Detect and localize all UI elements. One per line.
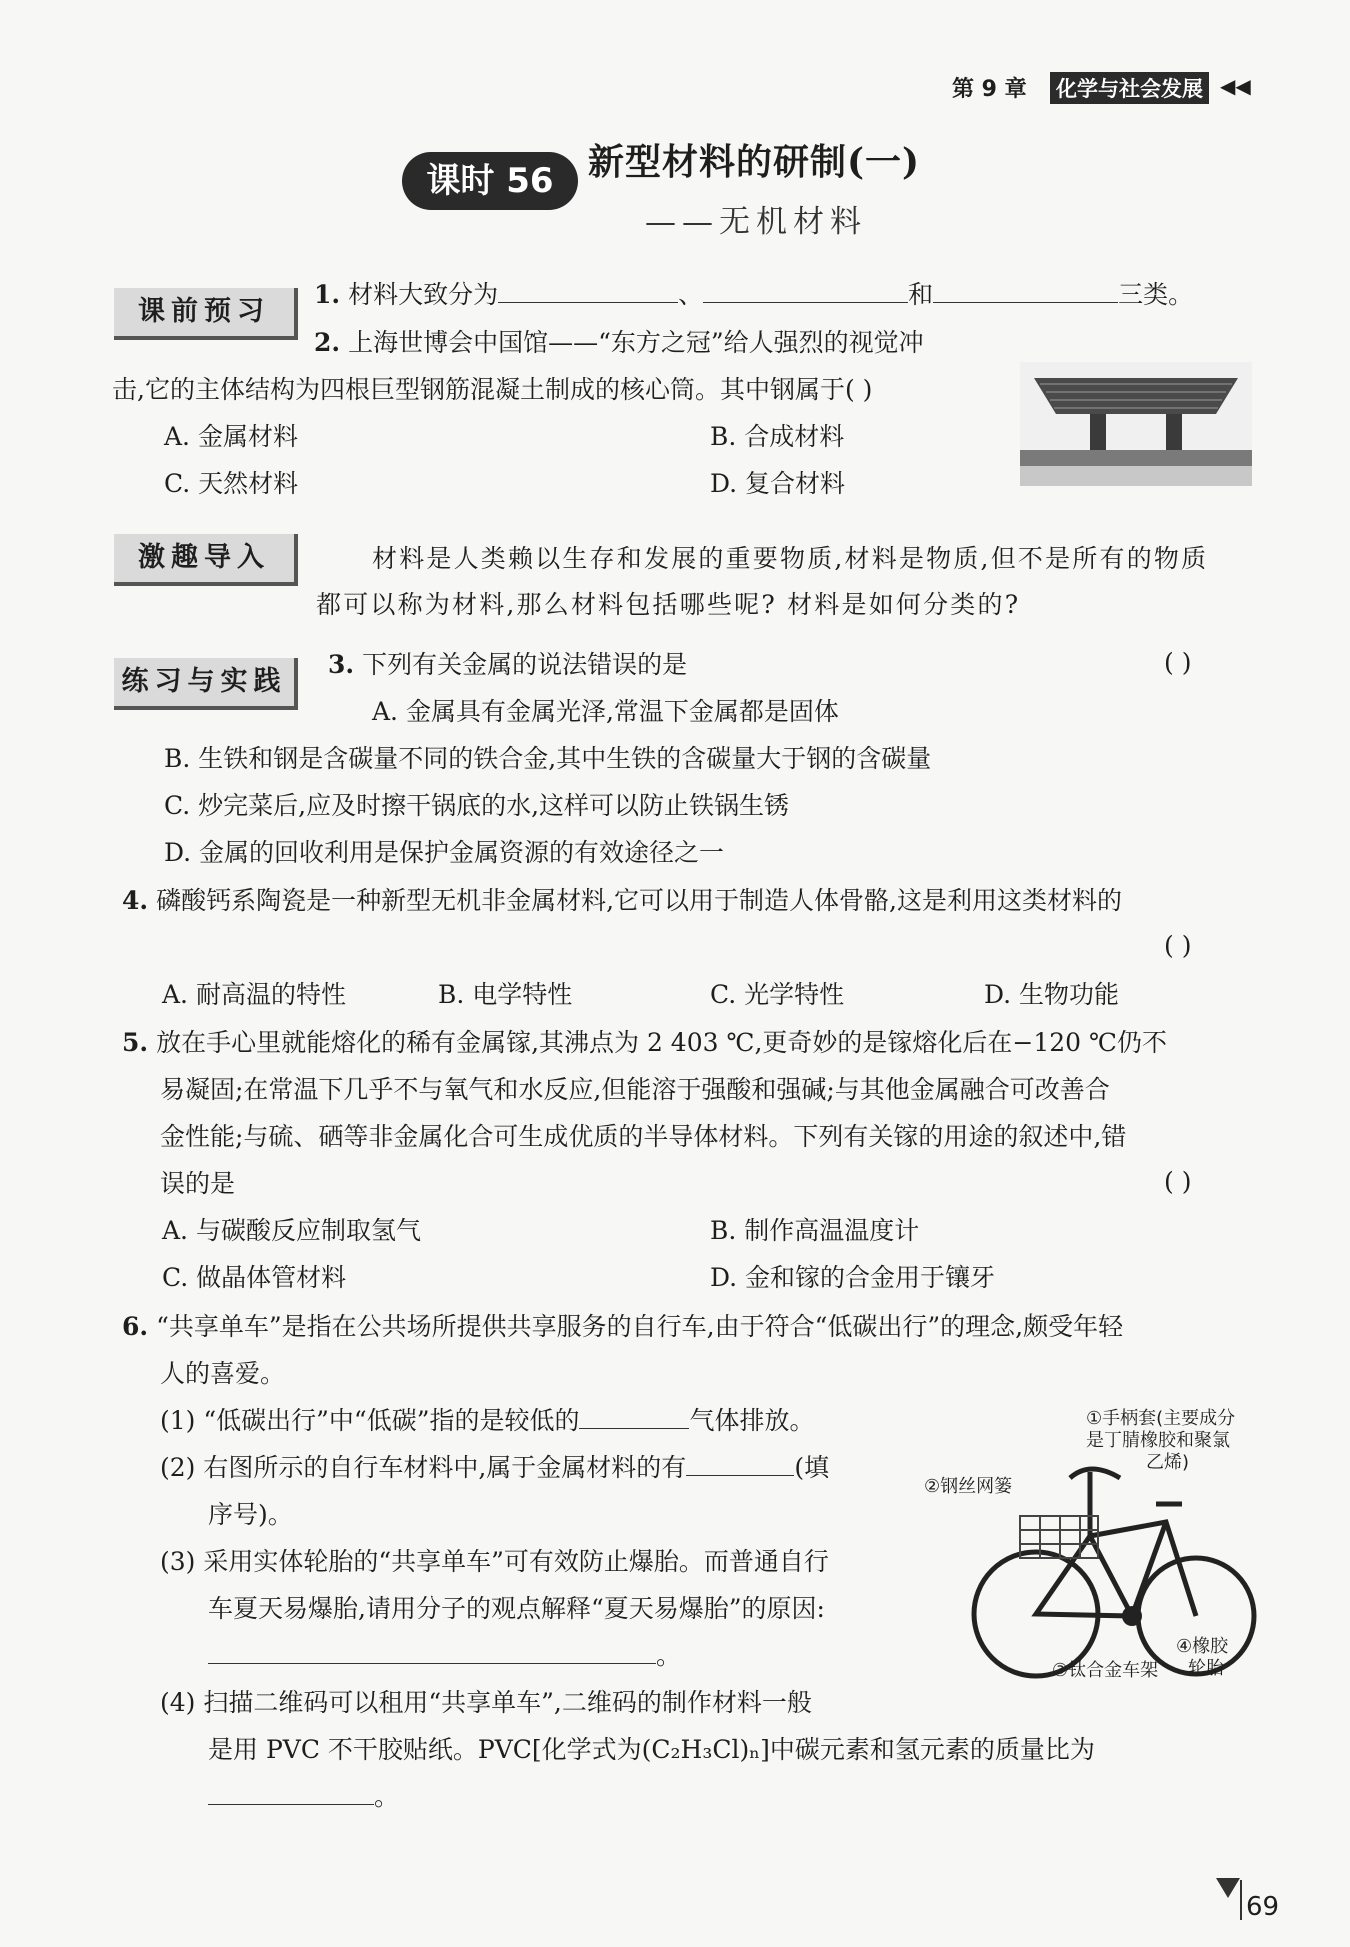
q6-part2-text: (2) 右图所示的自行车材料中,属于金属材料的有	[160, 1453, 687, 1482]
question-4	[122, 884, 1122, 918]
option-c: C. 炒完菜后,应及时擦干锅底的水,这样可以防止铁锅生锈	[164, 791, 790, 820]
question-2-line2	[112, 373, 872, 407]
q2-text: 上海世博会中国馆——“东方之冠”给人强烈的视觉冲	[348, 328, 924, 357]
china-pavilion-image	[1020, 362, 1252, 486]
answer-blank[interactable]	[208, 1639, 656, 1664]
double-arrow-left-icon: ◀◀	[1220, 74, 1251, 98]
question-2-line1	[314, 326, 924, 360]
bike-label-1-line3: 乙烯)	[1146, 1452, 1190, 1473]
lesson-badge: 课时 56	[402, 152, 578, 210]
option-a: A. 金属具有金属光泽,常温下金属都是固体	[372, 697, 839, 726]
q6-part4-line2: 是用 PVC 不干胶贴纸。PVC[化学式为(C₂H₃Cl)ₙ]中碳元素和氢元素的质量比为	[208, 1735, 1095, 1764]
q6-part1-text-end: 气体排放。	[689, 1406, 815, 1435]
q6-text: “共享单车”是指在公共场所提供共享服务的自行车,由于符合“低碳出行”的理念,颇受年轻	[156, 1312, 1124, 1341]
triangle-marker-icon	[1216, 1878, 1240, 1898]
lesson-subtitle: ——无机材料	[645, 204, 867, 240]
question-5-line4: 误的是	[160, 1169, 236, 1198]
chapter-number: 第 9 章	[952, 77, 1027, 102]
q1-text: 材料大致分为	[348, 280, 499, 309]
q1-separator: 、	[678, 280, 704, 309]
answer-blank[interactable]	[933, 278, 1118, 303]
section-preview: 课前预习	[114, 288, 298, 340]
question-3	[328, 648, 687, 682]
q1-separator: 和	[908, 280, 934, 309]
answer-blank[interactable]	[686, 1451, 794, 1476]
option-c: C. 光学特性	[710, 980, 845, 1009]
q6-part3-line3	[208, 1639, 681, 1673]
q6-part4-line3	[208, 1780, 399, 1814]
bike-label-1-line2: 是丁腈橡胶和聚氯	[1086, 1430, 1230, 1451]
question-number: 6.	[122, 1312, 149, 1341]
q6-part3-line1: (3) 采用实体轮胎的“共享单车”可有效防止爆胎。而普通自行	[160, 1547, 829, 1576]
q6-part3-end: 。	[656, 1641, 682, 1670]
q5-text: 放在手心里就能熔化的稀有金属镓,其沸点为 2 403 ℃,更奇妙的是镓熔化后在−120 ℃仍不	[156, 1028, 1167, 1057]
answer-parentheses[interactable]: ( )	[1164, 648, 1192, 677]
page-number: 69	[1246, 1892, 1280, 1922]
option-d: D. 复合材料	[710, 469, 846, 498]
question-number: 2.	[314, 328, 341, 357]
question-6-line1	[122, 1310, 1123, 1344]
q6-part2-text-end: (填	[794, 1453, 830, 1482]
answer-parentheses[interactable]: ( )	[844, 375, 873, 404]
answer-blank[interactable]	[498, 278, 678, 303]
option-b: B. 电学特性	[438, 980, 573, 1009]
section-intro: 激趣导入	[114, 534, 298, 586]
q2-text: 击,它的主体结构为四根巨型钢筋混凝土制成的核心筒。其中钢属于	[112, 375, 845, 404]
question-6-line2: 人的喜爱。	[160, 1359, 286, 1388]
question-1	[314, 278, 1193, 312]
bike-label-3: ③钛合金车架	[1052, 1660, 1159, 1681]
answer-blank[interactable]	[208, 1780, 374, 1805]
option-a: A. 与碳酸反应制取氢气	[162, 1216, 421, 1245]
question-number: 1.	[314, 280, 341, 309]
option-d: D. 生物功能	[984, 980, 1120, 1009]
question-5-line2: 易凝固;在常温下几乎不与氧气和水反应,但能溶于强酸和强碱;与其他金属融合可改善合	[160, 1075, 1110, 1104]
intro-line2: 都可以称为材料,那么材料包括哪些呢? 材料是如何分类的?	[316, 590, 1021, 619]
q6-part2-cont: 序号)。	[208, 1500, 293, 1529]
chapter-title: 化学与社会发展	[1050, 72, 1209, 104]
q1-text-end: 三类。	[1118, 280, 1194, 309]
question-number: 5.	[122, 1028, 149, 1057]
option-d: D. 金属的回收利用是保护金属资源的有效途径之一	[164, 838, 725, 867]
page-divider	[1240, 1880, 1242, 1920]
q6-part2	[160, 1451, 829, 1485]
bike-label-4	[1176, 1636, 1228, 1680]
option-b: B. 合成材料	[710, 422, 845, 451]
option-a: A. 耐高温的特性	[162, 980, 346, 1009]
question-number: 4.	[122, 886, 149, 915]
question-5-line3: 金性能;与硫、硒等非金属化合可生成优质的半导体材料。下列有关镓的用途的叙述中,错	[160, 1122, 1127, 1151]
question-5-line1	[122, 1026, 1167, 1060]
option-a: A. 金属材料	[164, 422, 298, 451]
option-c: C. 做晶体管材料	[162, 1263, 347, 1292]
answer-parentheses[interactable]: ( )	[1164, 1167, 1192, 1196]
intro-line1: 材料是人类赖以生存和发展的重要物质,材料是物质,但不是所有的物质	[372, 544, 1209, 573]
lesson-title: 新型材料的研制(一)	[588, 141, 921, 183]
bike-label-4-line1: ④橡胶	[1176, 1636, 1229, 1657]
answer-blank[interactable]	[579, 1404, 689, 1429]
q3-stem: 下列有关金属的说法错误的是	[362, 650, 688, 679]
question-number: 3.	[328, 650, 355, 679]
answer-blank[interactable]	[703, 278, 908, 303]
option-c: C. 天然材料	[164, 469, 299, 498]
q6-part4-line1: (4) 扫描二维码可以租用“共享单车”,二维码的制作材料一般	[160, 1688, 812, 1717]
section-practice: 练习与实践	[114, 658, 298, 710]
q4-stem: 磷酸钙系陶瓷是一种新型无机非金属材料,它可以用于制造人体骨骼,这是利用这类材料的	[156, 886, 1122, 915]
answer-parentheses[interactable]: ( )	[1164, 931, 1192, 960]
option-b: B. 生铁和钢是含碳量不同的铁合金,其中生铁的含碳量大于钢的含碳量	[164, 744, 932, 773]
option-d: D. 金和镓的合金用于镶牙	[710, 1263, 996, 1292]
q6-part1-text: (1) “低碳出行”中“低碳”指的是较低的	[160, 1406, 580, 1435]
option-b: B. 制作高温温度计	[710, 1216, 920, 1245]
bike-label-1	[1086, 1408, 1235, 1474]
bike-label-2: ②钢丝网篓	[924, 1476, 1013, 1497]
q6-part1	[160, 1404, 815, 1438]
bike-label-1-line1: ①手柄套(主要成分	[1086, 1408, 1236, 1429]
q6-part3-line2: 车夏天易爆胎,请用分子的观点解释“夏天易爆胎”的原因:	[208, 1594, 825, 1623]
bike-label-4-line2: 轮胎	[1188, 1658, 1224, 1679]
q6-part4-end: 。	[374, 1782, 400, 1811]
